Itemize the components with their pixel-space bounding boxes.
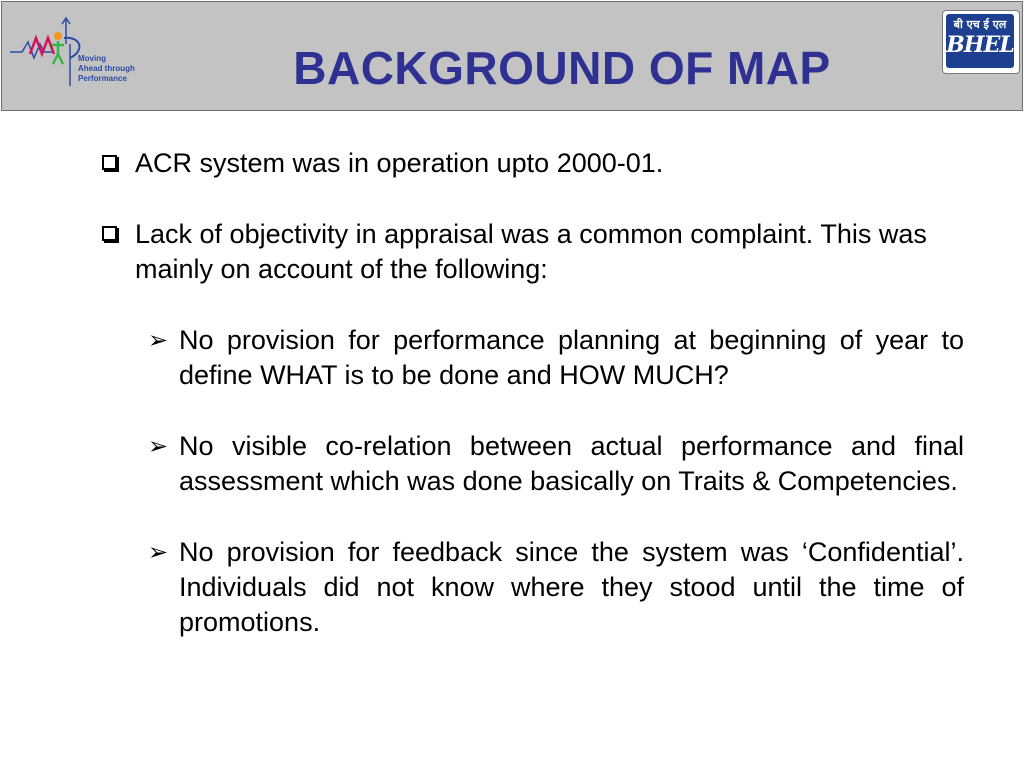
checkbox-bullet-icon	[102, 226, 117, 241]
bhel-logo-brand: BHEL	[946, 32, 1014, 58]
tagline-line-1: Moving	[78, 54, 106, 63]
list-item	[98, 217, 964, 287]
sub-list-item-text: No provision for feedback since the system was ‘Confidential’. Individuals did not know where they stood until the time of promotions.	[179, 537, 964, 637]
arrow-bullet-icon: ➢	[148, 432, 169, 460]
list-item-text: Lack of objectivity in appraisal was a common complaint. This was mainly on account of the following:	[135, 219, 927, 284]
bhel-logo	[942, 10, 1020, 74]
sub-list-item	[148, 323, 964, 393]
bhel-logo-hindi: बी एच ई एल	[953, 18, 1007, 31]
tagline-line-3: Performance	[78, 74, 127, 83]
checkbox-bullet-icon	[102, 155, 117, 170]
arrow-bullet-icon: ➢	[148, 538, 169, 566]
sub-list-item-text: No provision for performance planning at beginning of year to define WHAT is to be done and HOW MUCH?	[179, 325, 964, 390]
bullet-list	[98, 146, 964, 640]
list-item	[98, 146, 964, 181]
page-title: BACKGROUND OF MAP	[293, 42, 831, 94]
map-logo-tagline	[78, 54, 158, 84]
arrow-bullet-icon: ➢	[148, 326, 169, 354]
bhel-logo-badge	[946, 14, 1014, 68]
list-item-text: ACR system was in operation upto 2000-01.	[135, 148, 664, 178]
sub-list-item	[148, 535, 964, 640]
header-bar	[1, 1, 1023, 111]
sub-list-item-text: No visible co-relation between actual performance and final assessment which was done basically on Traits & Competencies.	[179, 431, 964, 496]
map-logo	[8, 14, 148, 94]
sub-list-item	[148, 429, 964, 499]
tagline-line-2: Ahead through	[78, 64, 135, 73]
